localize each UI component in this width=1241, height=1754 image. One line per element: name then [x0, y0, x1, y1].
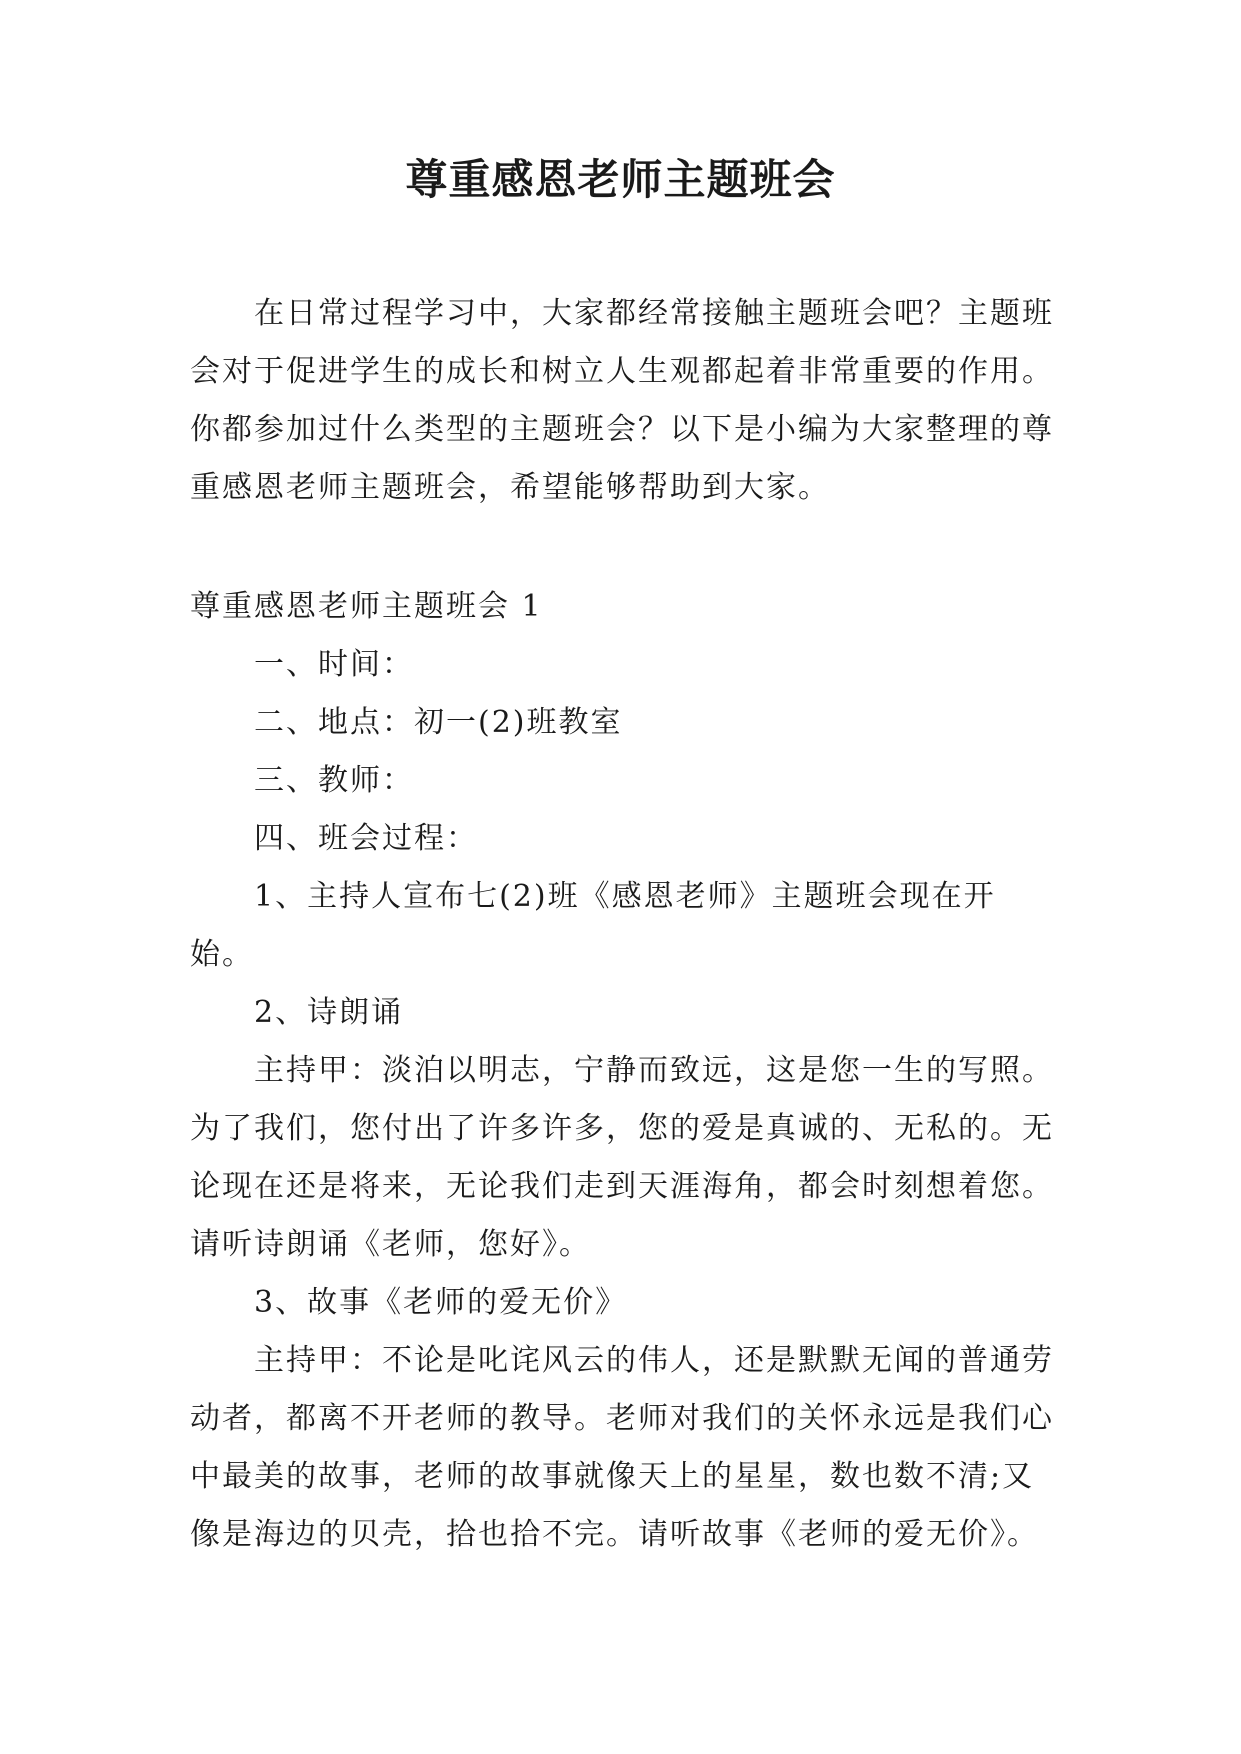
document-title: 尊重感恩老师主题班会 — [405, 155, 836, 204]
item-teacher: 三、教师： — [254, 763, 414, 798]
item-time: 一、时间： — [254, 647, 414, 682]
step-2: 2、诗朗诵 — [254, 995, 404, 1030]
intro-paragraph: 在日常过程学习中，大家都经常接触主题班会吧？主题班会对于促进学生的成长和树立人生观都起着非常重要的作用。你都参加过什么类型的主题班会？以下是小编为大家整理的尊重感恩老师主题班会，希望能够帮助到大家。 — [190, 296, 1054, 505]
item-process: 四、班会过程： — [254, 821, 478, 856]
host-a-paragraph-2: 主持甲：不论是叱诧风云的伟人，还是默默无闻的普通劳动者，都离不开老师的教导。老师对我们的关怀永远是我们心中最美的故事，老师的故事就像天上的星星，数也数不清;又像是海边的贝壳，拾也拾不完。请听故事《老师的爱无价》。 — [190, 1343, 1054, 1552]
item-place: 二、地点：初一(2)班教室 — [254, 705, 623, 740]
step-1: 1、主持人宣布七(2)班《感恩老师》主题班会现在开始。 — [190, 879, 996, 972]
document-content — [190, 578, 1058, 1564]
step-3: 3、故事《老师的爱无价》 — [254, 1285, 628, 1320]
host-a-paragraph-1: 主持甲：淡泊以明志，宁静而致远，这是您一生的写照。为了我们，您付出了许多许多，您的爱是真诚的、无私的。无论现在还是将来，无论我们走到天涯海角，都会时刻想着您。请听诗朗诵《老师，您好》。 — [190, 1053, 1054, 1262]
section-heading: 尊重感恩老师主题班会 1 — [190, 589, 543, 624]
